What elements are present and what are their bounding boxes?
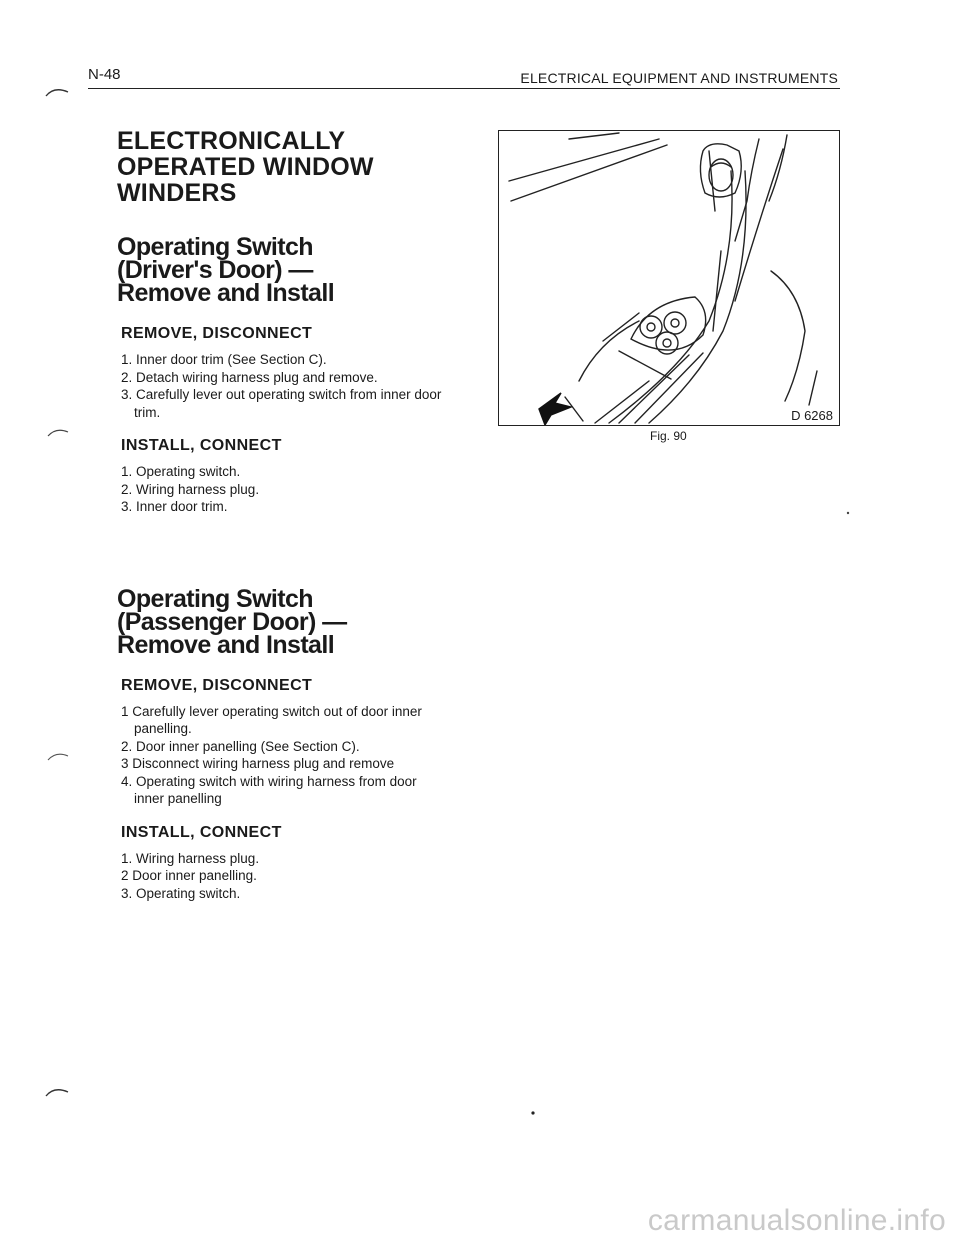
figure-caption: Fig. 90 (650, 429, 687, 443)
step-item: 2. Wiring harness plug. (121, 481, 260, 497)
step-item: 3. Operating switch. (121, 885, 241, 901)
section-title-line: OPERATED WINDOW (117, 153, 374, 181)
driver-door-subtitle (117, 233, 447, 307)
subtitle-line: (Passenger Door) — (117, 607, 347, 636)
page-number: N-48 (88, 66, 121, 83)
left-column (117, 128, 447, 902)
step-item: 4. Operating switch with wiring harness from door inner panelling (121, 773, 417, 806)
driver-remove-steps (117, 351, 447, 421)
step-item: 2 Door inner panelling. (121, 868, 257, 883)
scan-mark (44, 1084, 72, 1100)
figure-code: D 6268 (791, 408, 833, 423)
step-item: 1 Carefully lever operating switch out of door inner panelling. (121, 703, 422, 736)
scan-mark (46, 748, 72, 764)
door-switch-illustration (499, 131, 839, 425)
step-item: 1. Wiring harness plug. (121, 850, 260, 866)
watermark: carmanualsonline.info (647, 1204, 946, 1237)
subtitle-line: Remove and Install (117, 630, 335, 659)
step-item: 1. Inner door trim (See Section C). (121, 352, 327, 367)
scan-mark (46, 424, 72, 440)
passenger-remove-steps (117, 703, 447, 808)
step-item: 2. Door inner panelling (See Section C). (121, 738, 360, 754)
armrest-outline (609, 171, 746, 423)
section-title-line: ELECTRONICALLY (117, 127, 346, 155)
handle-recess (700, 144, 741, 197)
figure-box (498, 130, 840, 426)
section-title-line: WINDERS (117, 179, 237, 207)
subtitle-line: Operating Switch (117, 584, 313, 613)
step-item: 2. Detach wiring harness plug and remove. (121, 369, 378, 385)
section-title (117, 128, 447, 206)
door-outline-lines (509, 133, 817, 405)
passenger-remove-heading: REMOVE, DISCONNECT (121, 676, 313, 694)
header-rule (88, 88, 840, 89)
step-item: 1. Operating switch. (121, 464, 241, 479)
step-item: 3. Inner door trim. (121, 499, 228, 514)
running-header: ELECTRICAL EQUIPMENT AND INSTRUMENTS (520, 70, 838, 86)
passenger-door-subtitle (117, 584, 447, 659)
driver-remove-heading: REMOVE, DISCONNECT (121, 325, 313, 342)
scan-mark (44, 84, 72, 100)
scan-dot (530, 1110, 536, 1116)
driver-install-heading: INSTALL, CONNECT (121, 437, 282, 454)
pocket-lines (565, 321, 703, 423)
subtitle-line: Remove and Install (117, 279, 335, 307)
passenger-install-heading: INSTALL, CONNECT (121, 823, 282, 841)
step-item: 3 Disconnect wiring harness plug and remove (121, 756, 395, 771)
scan-dot (845, 510, 851, 516)
step-item: 3. Carefully lever out operating switch from inner door trim. (121, 387, 442, 420)
subtitle-line: Operating Switch (117, 233, 313, 261)
passenger-install-steps (117, 850, 447, 903)
subtitle-line: (Driver's Door) — (117, 256, 313, 284)
driver-install-steps (117, 463, 447, 516)
